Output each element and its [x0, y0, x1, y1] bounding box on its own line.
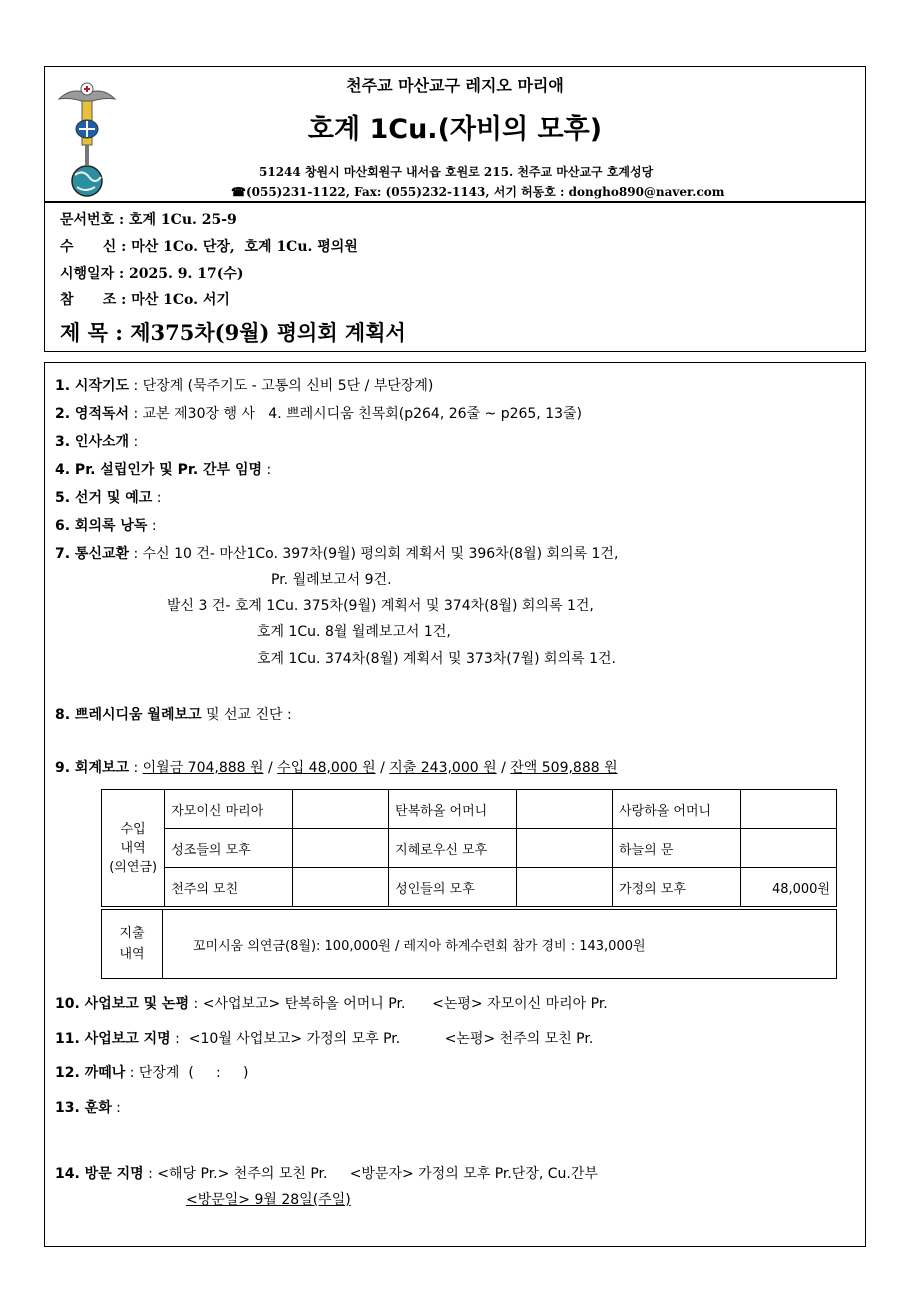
item-accounting: 9. 회계보고 : 이월금 704,888 원 / 수입 48,000 원 / 지출 243,000 원 / 잔액 509,888 원 [55, 760, 618, 776]
correspondence-line-5: 호계 1Cu. 374차(8월) 계획서 및 373차(7월) 회의록 1건. [257, 651, 616, 667]
item-minutes: 6. 회의록 낭독 : [55, 518, 157, 534]
correspondence-line-2: Pr. 월례보고서 9건. [271, 572, 392, 588]
expense-detail: 꼬미시움 의연금(8월): 100,000원 / 레지아 하계수련회 참가 경비 : 143,000원 [163, 910, 837, 979]
balance-amount: 잔액 509,888 원 [510, 760, 618, 776]
subject: 제 목 : 제375차(9월) 평의회 계획서 [60, 320, 406, 345]
agenda-body [44, 362, 866, 1247]
table-row: 성조들의 모후 지혜로우신 모후 하늘의 문 [102, 829, 837, 868]
income-amount: 수입 48,000 원 [277, 760, 376, 776]
item-allocutio: 13. 훈화 : [55, 1100, 121, 1116]
issue-date: 시행일자 : 2025. 9. 17(수) [60, 266, 244, 282]
doc-number: 문서번호 : 호계 1Cu. 25-9 [60, 212, 237, 228]
item-election: 5. 선거 및 예고 : [55, 490, 162, 506]
item-activity-report: 10. 사업보고 및 논평 : <사업보고> 탄복하올 어머니 Pr. <논평> 자모이신 마리아 Pr. [55, 996, 608, 1012]
correspondence-line-3: 발신 3 건- 호계 1Cu. 375차(9월) 계획서 및 374차(8월) 회의록 1건, [167, 598, 594, 614]
item-report-assignment: 11. 사업보고 지명 : <10월 사업보고> 가정의 모후 Pr. <논평> 천주의 모친 Pr. [55, 1031, 594, 1047]
item-correspondence: 7. 통신교환 : 수신 10 건- 마산1Co. 397차(9월) 평의회 계획서 및 396차(8월) 회의록 1건, [55, 546, 619, 562]
address-line: 51244 창원시 마산회원구 내서읍 호원로 215. 천주교 마산교구 호계성당 [259, 165, 654, 179]
item-pr-approval: 4. Pr. 설립인가 및 Pr. 간부 임명 : [55, 462, 272, 478]
item-introductions: 3. 인사소개 : [55, 434, 139, 450]
table-row: 천주의 모친 성인들의 모후 가정의 모후 48,000원 [102, 868, 837, 907]
org-name: 천주교 마산교구 레지오 마리애 [346, 76, 564, 95]
income-table [101, 789, 837, 907]
item-spiritual-reading: 2. 영적독서 : 교본 제30장 행 사 4. 쁘레시디움 친목회(p264, 26줄 ~ p265, 13줄) [55, 406, 583, 422]
item-catena: 12. 까떼나 : 단장계 ( : ) [55, 1065, 249, 1081]
item-monthly-report: 8. 쁘레시디움 월례보고 및 선교 진단 : [55, 707, 292, 723]
item-opening-prayer: 1. 시작기도 : 단장계 (묵주기도 - 고통의 신비 5단 / 부단장계) [55, 378, 434, 394]
table-row: 수입 내역 (의연금) 자모이신 마리아 탄복하올 어머니 사랑하올 어머니 [102, 790, 837, 829]
document-meta [44, 202, 866, 352]
correspondence-line-4: 호계 1Cu. 8월 월례보고서 1건, [257, 624, 451, 640]
visit-date: <방문일> 9월 28일(주일) [186, 1192, 351, 1208]
letterhead [44, 66, 866, 202]
table-row [102, 910, 837, 979]
expense-amount: 지출 243,000 원 [389, 760, 497, 776]
item-visit-assignment: 14. 방문 지명 : <해당 Pr.> 천주의 모친 Pr. <방문자> 가정의 모후 Pr.단장, Cu.간부 [55, 1166, 598, 1182]
income-label: 수입 내역 (의연금) [102, 790, 165, 907]
contact-line: ☎(055)231-1122, Fax: (055)232-1143, 서기 허동호 : dongho890@naver.com [231, 185, 725, 199]
page-title: 호계 1Cu.(자비의 모후) [307, 114, 603, 145]
expense-table [101, 909, 837, 979]
recipient: 수 신 : 마산 1Co. 단장, 호계 1Cu. 평의원 [60, 239, 358, 255]
expense-label: 지출 내역 [102, 910, 163, 979]
reference: 참 조 : 마산 1Co. 서기 [60, 292, 230, 308]
carryover-amount: 이월금 704,888 원 [142, 760, 264, 776]
